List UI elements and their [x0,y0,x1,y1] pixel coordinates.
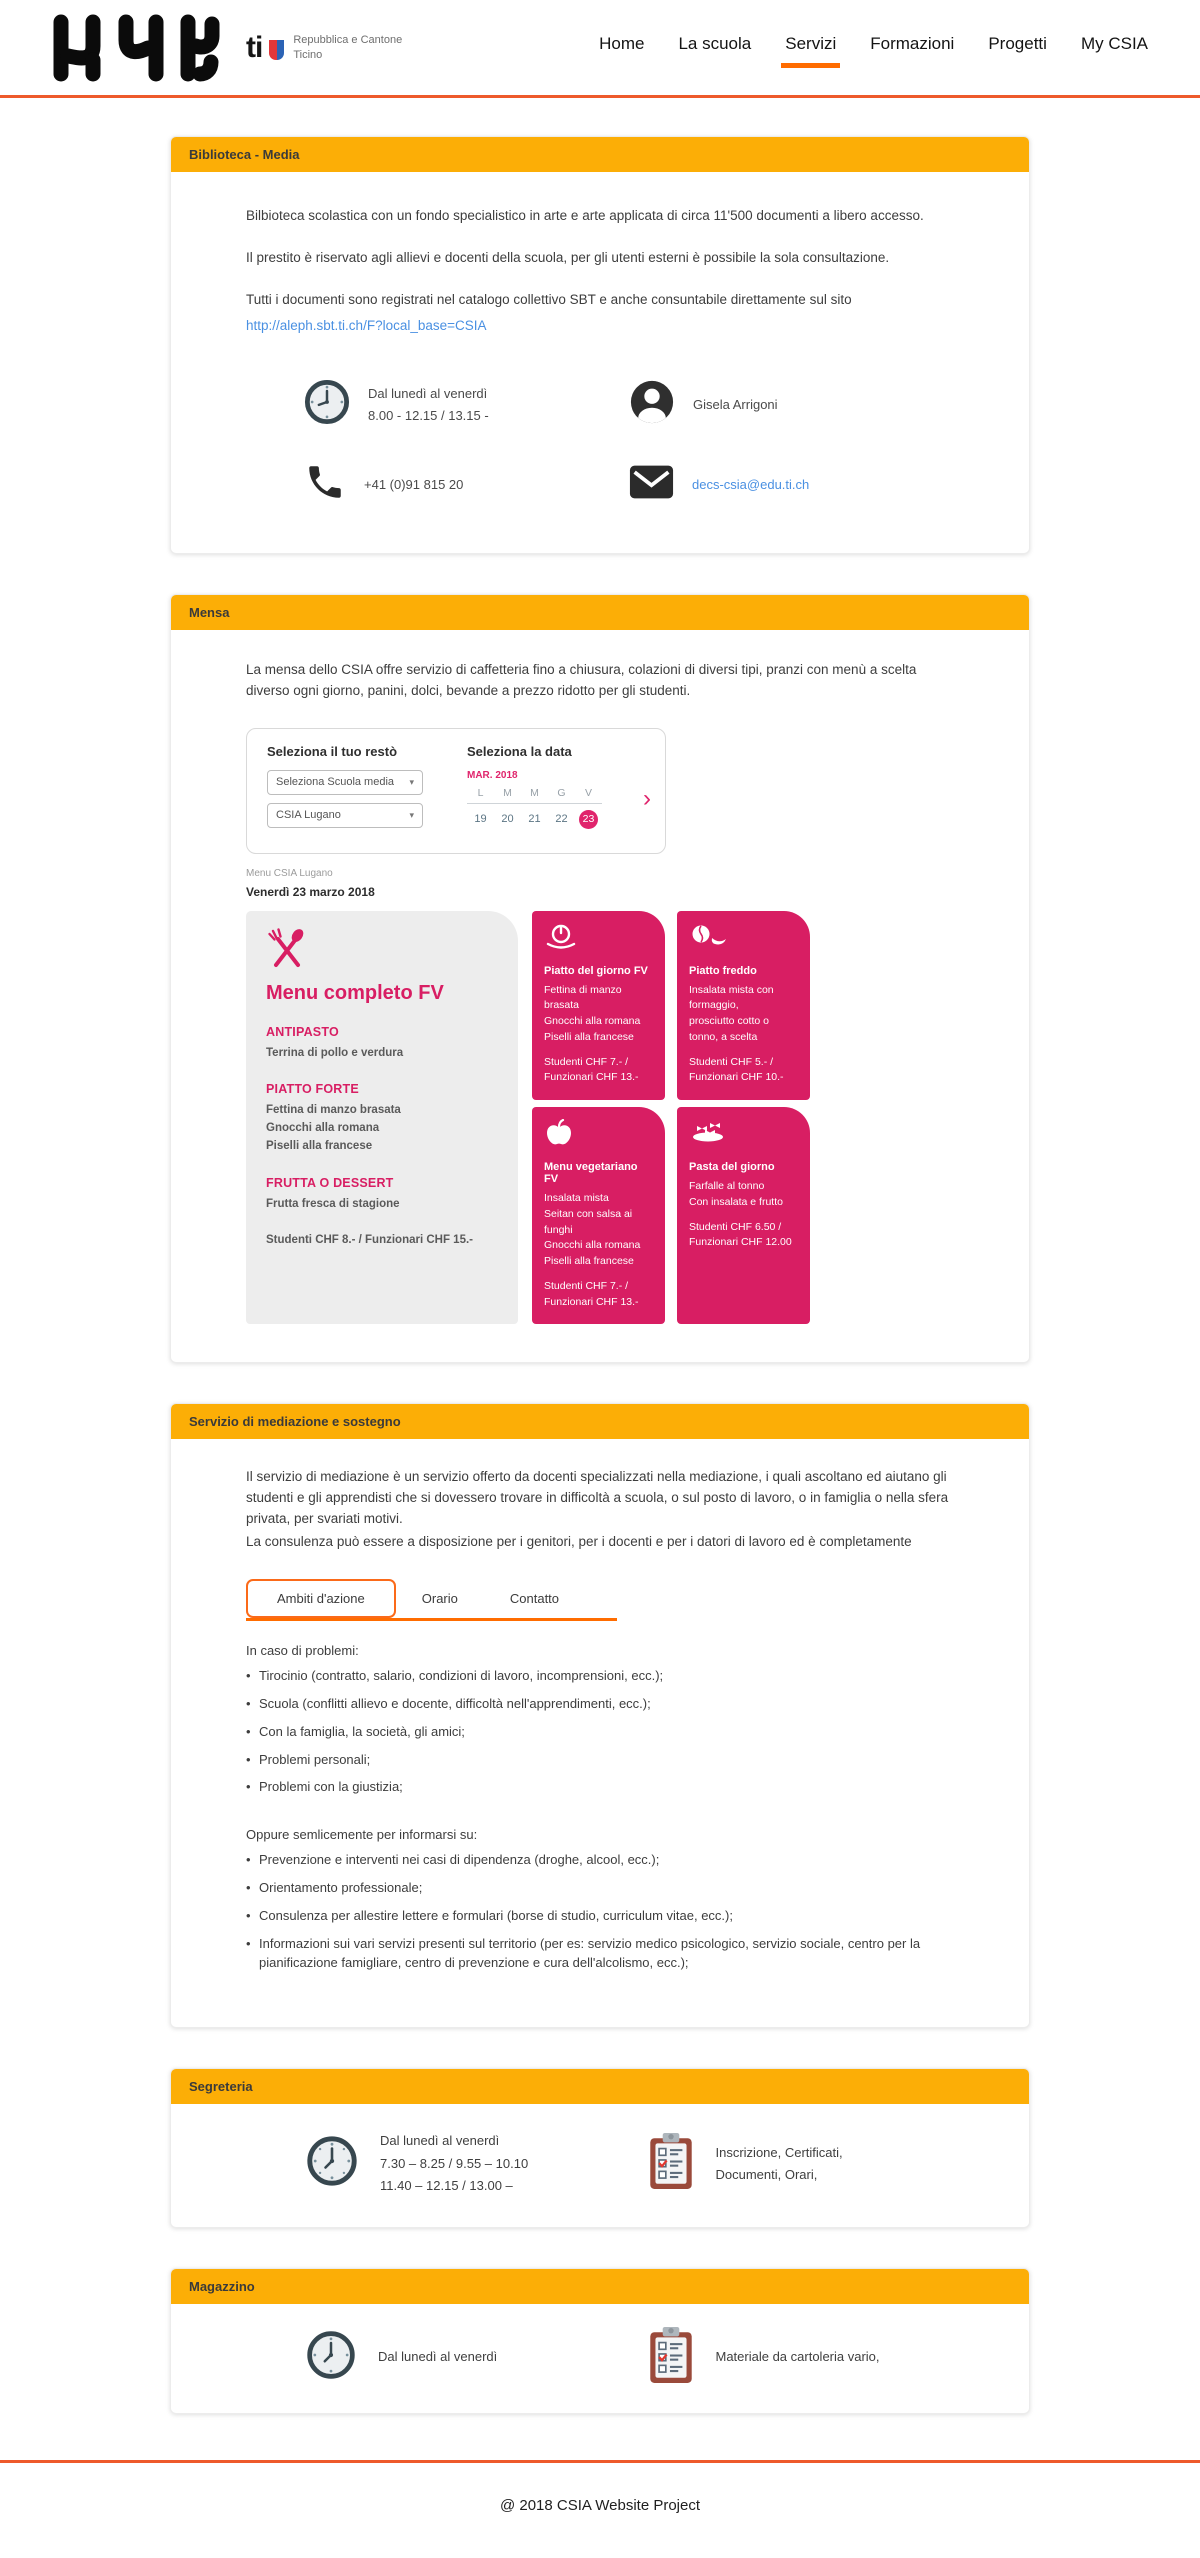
pink-card-title: Piatto freddo [689,964,757,977]
card-biblioteca [170,136,1030,554]
weekday-label: L [477,786,484,799]
email-row [629,459,954,511]
weekday-label: M [530,786,539,799]
info-topics-list [246,1851,954,1972]
date-cell[interactable]: 20 [501,813,514,826]
ti-logo-text: ti [246,30,263,64]
phone-icon [304,461,346,508]
pink-card-price: Studenti CHF 6.50 / Funzionari CHF 12.00 [689,1220,792,1249]
card-magazzino [170,2268,1030,2414]
menu-completo-title: Menu completo FV [266,981,444,1004]
card-segreteria-title: Segreteria [171,2069,1029,2104]
nav-item-home[interactable]: Home [599,33,645,53]
pink-card-line: Farfalle al tonno [689,1180,765,1193]
tab-ambiti-dazione[interactable]: Ambiti d'azione [246,1579,396,1618]
calendar-weekdays [467,785,602,801]
menu-card-piatto-del-giorno [532,911,665,1101]
menu-card-pasta [677,1107,810,1324]
date-label: Seleziona la data [467,743,572,759]
menu-item: Gnocchi alla romana [266,1122,380,1135]
page-content [170,136,1030,2414]
list-item: • Problemi con la giustizia; [246,1778,954,1797]
card-mensa-title: Mensa [171,595,1029,630]
card-mediazione [170,1403,1030,2028]
copyright-text: @ 2018 CSIA Website Project [499,2496,701,2514]
pink-card-price: Studenti CHF 5.- / Funzionari CHF 10.- [689,1055,784,1084]
magazzino-services-text: Materiale da cartoleria vario, [715,2349,880,2365]
menu-item: Terrina di pollo e verdura [266,1046,404,1059]
clock-icon [306,2330,356,2385]
pink-card-line: Insalata mista [544,1192,609,1205]
mensa-intro: La mensa dello CSIA offre servizio di caffetteria fino a chiusura, colazioni di diversi tipi, pranzi con menù a scelta diverso ogni giorno, panini, dolci, bevande a prezzo ridotto per gli studenti. [246,661,917,698]
menu-item: Frutta fresca di stagione [266,1197,400,1210]
date-cell[interactable]: 22 [555,813,568,826]
nav-item-progetti[interactable]: Progetti [988,33,1047,53]
menu-section-heading: FRUTTA O DESSERT [266,1175,394,1190]
apple-icon [544,1119,653,1145]
card-magazzino-body [171,2304,1029,2413]
card-mensa-body [171,630,1029,1363]
menu-completo-card [246,911,518,1325]
menu-cards-grid [532,911,810,1325]
cloche-icon [544,923,653,949]
pink-card-line: Con insalata e frutto [689,1195,783,1208]
canton-label: Repubblica e Cantone Ticino [293,34,403,61]
crossed-cutlery-icon [266,956,308,973]
clock-icon [306,2135,358,2192]
card-biblioteca-body [171,172,1029,553]
segreteria-hours-text: Dal lunedì al venerdì 7.30 – 8.25 / 9.55 – 10.10 11.40 – 12.15 / 13.00 – [380,2133,529,2193]
problems-list [246,1667,954,1797]
card-mediazione-body [171,1439,1029,2027]
pink-card-price: Studenti CHF 7.- / Funzionari CHF 13.- [544,1279,639,1308]
list-item: • Consulenza per allestire lettere e formulari (borse di studio, curriculum vitae, ecc.); [246,1907,954,1926]
calendar-dates [467,803,602,831]
cold-plate-icon [689,923,798,949]
list-item: • Scuola (conflitti allievo e docente, difficoltà nell'apprendimenti, ecc.); [246,1695,954,1714]
email-icon [629,464,674,505]
date-cell[interactable]: 19 [474,813,487,826]
site-footer [0,2460,1200,2558]
pink-card-line: Gnocchi alla romana [544,1015,641,1028]
biblioteca-paragraph: Tutti i documenti sono registrati nel catalogo collettivo SBT e anche consuntabile direttamente sul sito [246,291,852,307]
mediazione-paragraph: La consulenza può essere a disposizione per i genitori, per i docenti e per i datori di lavoro ed è completamente [246,1534,912,1550]
tab-contatto[interactable]: Contatto [509,1591,560,1607]
tab-orario[interactable]: Orario [421,1591,458,1607]
pink-card-line: Piselli alla francese [544,1030,634,1043]
clipboard-icon [648,2132,694,2195]
magazzino-services-row [648,2326,990,2389]
resto-select[interactable]: CSIA Lugano ▾ [267,803,423,828]
date-cell-selected[interactable]: 23 [575,808,602,831]
menu-day: Venerdì 23 marzo 2018 [246,884,375,899]
pink-card-line: Piselli alla francese [544,1255,634,1268]
date-selector [467,744,602,836]
resto-label: Seleziona il tuo restò [267,743,398,759]
menu-section-heading: PIATTO FORTE [266,1082,359,1097]
brand [48,12,402,84]
opening-hours-row [304,379,629,431]
menu-card-piatto-freddo [677,911,810,1101]
list-item: • Orientamento professionale; [246,1879,954,1898]
pink-card-line: Gnocchi alla romana [544,1239,641,1252]
biblioteca-contacts [246,365,954,515]
clock-icon [304,379,350,430]
magazzino-hours-row [306,2330,648,2385]
segreteria-services-text: Inscrizione, Certificati, Documenti, Orari, [715,2144,843,2182]
nav-item-la-scuola[interactable]: La scuola [678,33,752,53]
person-icon [629,379,675,430]
resto-widget [246,728,666,854]
date-cell[interactable]: 21 [528,813,541,826]
pink-card-title: Piatto del giorno FV [544,964,648,977]
main-nav [599,28,1148,68]
mediazione-tabs [246,1579,954,1621]
ticino-shield-icon [269,40,284,60]
resto-selector [267,744,423,836]
phone-row [304,459,629,511]
pink-card-title: Pasta del giorno [689,1161,775,1174]
pink-card-price: Studenti CHF 7.- / Funzionari CHF 13.- [544,1055,639,1084]
pink-card-line: prosciutto cotto o tonno, a scelta [689,1015,769,1043]
calendar-next-arrow[interactable]: › [643,784,651,812]
mediazione-paragraph: Il servizio di mediazione è un servizio offerto da docenti specializzati nella mediazione, i quali ascoltano ed aiutano gli studenti e gli apprendisti che si dovessero trovare in difficoltà a scuola, o sul posto di lavoro, o in famiglia o nella sfera privata, per svariati motivi. [246,1469,949,1527]
weekday-label: M [503,786,512,799]
ticino-logo[interactable] [246,31,402,65]
contact-person-name: Gisela Arrigoni [693,397,778,413]
pink-card-line: Insalata mista con formaggio, [689,983,774,1012]
menu-item: Fettina di manzo brasata [266,1104,401,1117]
site-header [0,0,1200,98]
csia-logo-icon[interactable] [48,12,220,84]
segreteria-hours-row [306,2130,648,2196]
nav-item-formazioni[interactable]: Formazioni [870,33,955,53]
calendar-month: MAR. 2018 [467,769,518,781]
card-biblioteca-title: Biblioteca - Media [171,137,1029,172]
card-mensa [170,594,1030,1364]
menu-caption: Menu CSIA Lugano [246,867,333,879]
daily-menu [246,911,954,1325]
card-segreteria-body [171,2104,1029,2226]
menu-item: Piselli alla francese [266,1140,373,1153]
email-link[interactable]: decs-csia@edu.ti.ch [692,477,810,493]
pasta-bowl-icon [689,1119,798,1145]
segreteria-services-row [648,2132,990,2195]
list-item: • Con la famiglia, la società, gli amici; [246,1723,954,1742]
pink-card-title: Menu vegetariano FV [544,1161,638,1186]
list2-title: Oppure semlicemente per informarsi su: [246,1827,478,1843]
list-item: • Informazioni sui vari servizi presenti sul territorio (per es: servizio medico psicologico, servizio sociale, centro per la pianificazione famigliare, centro di prevenzione e cura dell'alcolismo, ecc.); [246,1935,954,1973]
nav-item-my-csia[interactable]: My CSIA [1080,33,1148,53]
contact-person-row [629,379,954,431]
menu-price: Studenti CHF 8.- / Funzionari CHF 15.- [266,1233,473,1246]
card-mediazione-title: Servizio di mediazione e sostegno [171,1404,1029,1439]
card-magazzino-title: Magazzino [171,2269,1029,2304]
biblioteca-paragraph: Il prestito è riservato agli allievi e docenti della scuola, per gli utenti esterni è possibile la sola consultazione. [246,249,890,265]
catalog-link[interactable]: http://aleph.sbt.ti.ch/F?local_base=CSIA [246,317,487,333]
chevron-down-icon: ▾ [409,776,414,787]
card-segreteria [170,2068,1030,2227]
nav-item-servizi[interactable]: Servizi [785,28,836,68]
list-item: • Prevenzione e interventi nei casi di dipendenza (droghe, alcool, ecc.); [246,1851,954,1870]
list1-title: In caso di problemi: [246,1643,359,1659]
list-item: • Problemi personali; [246,1751,954,1770]
weekday-label: V [584,786,592,799]
magazzino-hours-text: Dal lunedì al venerdì [378,2349,498,2365]
menu-card-vegetariano [532,1107,665,1324]
pink-card-line: Seitan con salsa ai funghi [544,1207,633,1236]
phone-number: +41 (0)91 815 20 [364,477,464,493]
list-item: • Tirocinio (contratto, salario, condizioni di lavoro, incomprensioni, ecc.); [246,1667,954,1686]
pink-card-line: Fettina di manzo brasata [544,983,622,1012]
biblioteca-paragraph: Bilbioteca scolastica con un fondo specialistico in arte e arte applicata di circa 11'500 documenti a libero accesso. [246,208,924,223]
clipboard-icon [648,2326,694,2389]
school-select[interactable]: Seleziona Scuola media ▾ [267,770,423,795]
weekday-label: G [557,786,566,799]
menu-section-heading: ANTIPASTO [266,1024,339,1039]
opening-hours-text: Dal lunedì al venerdì 8.00 - 12.15 / 13.15 - [368,386,489,423]
chevron-down-icon: ▾ [409,809,414,820]
email-link-wrap [692,474,809,495]
